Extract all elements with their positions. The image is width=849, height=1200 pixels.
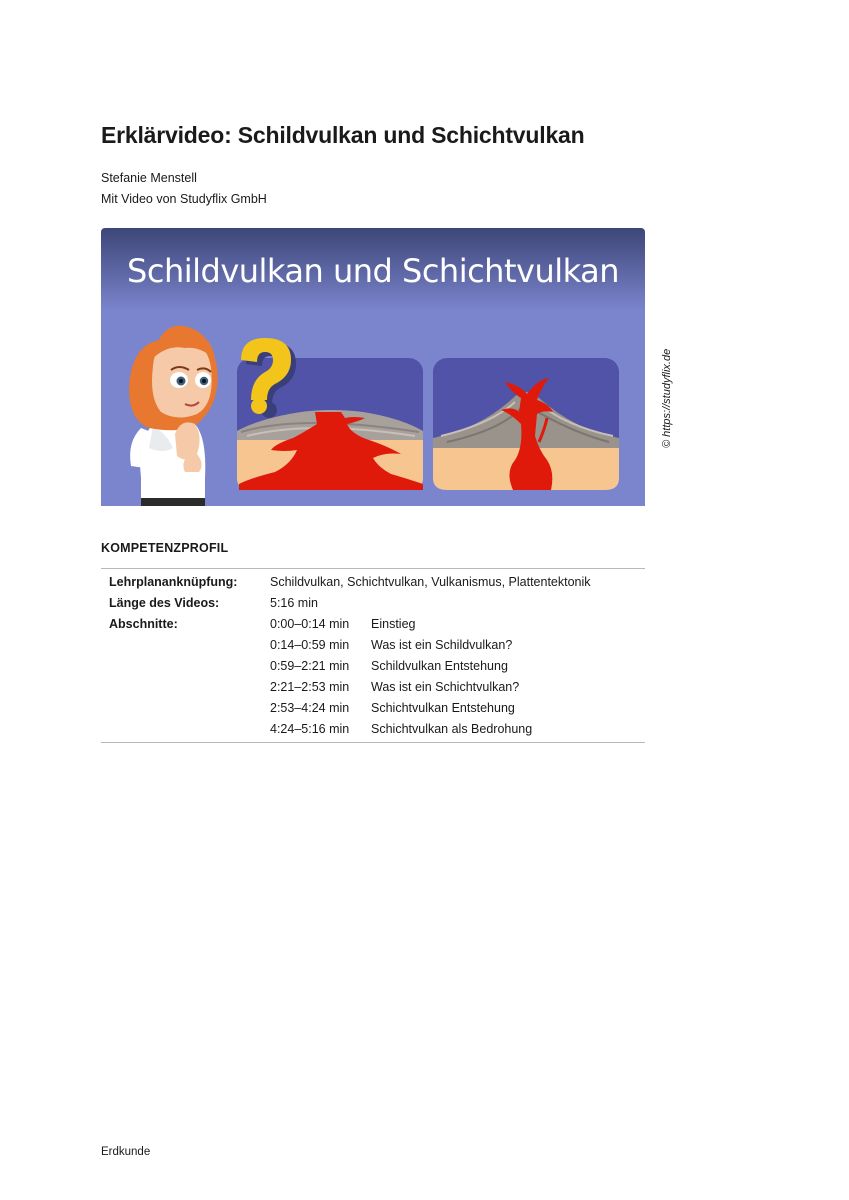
section-time: 2:21–2:53 min	[270, 680, 350, 694]
section-topic: Schichtvulkan Entstehung	[371, 701, 515, 715]
length-label: Länge des Videos:	[109, 596, 220, 610]
section-row	[101, 635, 645, 656]
copyright-notice: © https://studyflix.de	[661, 348, 673, 448]
section-row	[101, 614, 645, 635]
section-topic: Einstieg	[371, 617, 416, 631]
section-row	[101, 698, 645, 719]
section-topic: Was ist ein Schichtvulkan?	[371, 680, 520, 694]
length-value: 5:16 min	[270, 596, 318, 610]
stratovolcano-panel	[433, 358, 619, 490]
footer-subject: Erdkunde	[101, 1146, 151, 1158]
section-topic: Schildvulkan Entstehung	[371, 659, 508, 673]
page-title: Erklärvideo: Schildvulkan und Schichtvulkan	[101, 122, 585, 148]
section-time: 2:53–4:24 min	[270, 701, 350, 715]
presenter-character	[129, 326, 218, 506]
section-row	[101, 656, 645, 677]
video-source: Mit Video von Studyflix GmbH	[101, 192, 267, 206]
section-time: 0:59–2:21 min	[270, 659, 350, 673]
section-time: 4:24–5:16 min	[270, 722, 350, 736]
section-row	[101, 677, 645, 698]
author-name: Stefanie Menstell	[101, 171, 197, 185]
length-row	[101, 593, 645, 614]
curriculum-row	[101, 572, 645, 593]
section-row	[101, 719, 645, 740]
section-topic: Was ist ein Schildvulkan?	[371, 638, 513, 652]
thumbnail-title: Schildvulkan und Schichtvulkan	[127, 252, 619, 290]
curriculum-value: Schildvulkan, Schichtvulkan, Vulkanismus, Plattentektonik	[270, 575, 591, 589]
section-time: 0:00–0:14 min	[270, 617, 350, 631]
section-time: 0:14–0:59 min	[270, 638, 350, 652]
competence-profile-heading: KOMPETENZPROFIL	[101, 541, 229, 555]
curriculum-label: Lehrplananknüpfung:	[109, 575, 238, 589]
sections-label: Abschnitte:	[109, 617, 178, 631]
section-topic: Schichtvulkan als Bedrohung	[371, 722, 533, 736]
competence-profile-table	[101, 568, 645, 743]
video-thumbnail[interactable]	[101, 228, 645, 506]
